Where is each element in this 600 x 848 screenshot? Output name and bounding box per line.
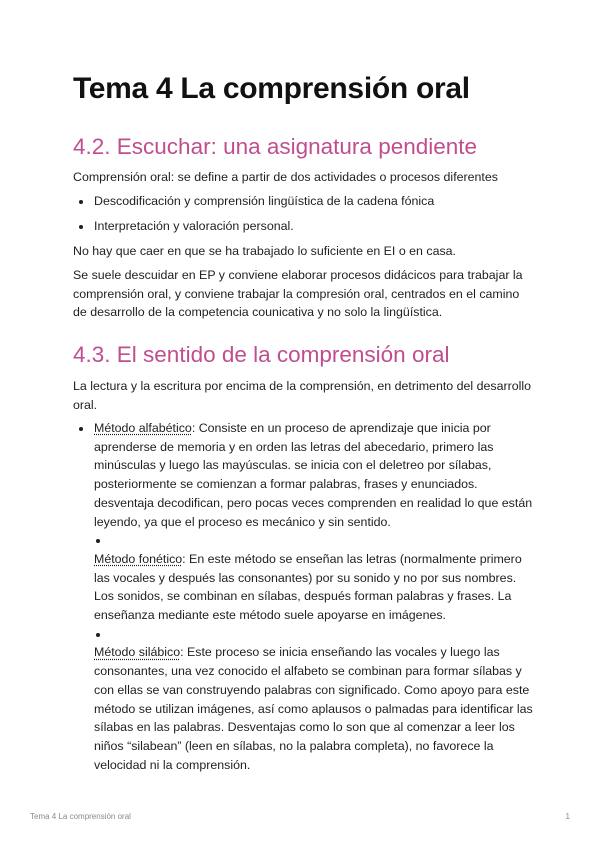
empty-bullet <box>94 531 533 550</box>
section-heading-4-2: 4.2. Escuchar: una asignatura pendiente <box>73 134 478 159</box>
page-footer <box>30 812 570 821</box>
section1-paragraph: No hay que caer en que se ha trabajado lo suficiente en EI o en casa. <box>73 244 456 258</box>
list-item <box>73 419 533 774</box>
section1-bullet-list <box>73 192 533 235</box>
method-description: : En este método se enseñan las letras (normalmente primero las vocales y después las consonantes) por su sonido y no por sus nombres. Los sonidos, se combinan en sílabas, después forman palabras y frases. La enseñanza mediante este método suele apoyarse en imágenes. <box>94 551 522 623</box>
method-name-alfabetico: Método alfabético <box>94 421 192 435</box>
list-item: Descodificación y comprensión lingüística de la cadena fónica <box>73 192 533 211</box>
section1-intro: Comprensión oral: se define a partir de dos actividades o procesos diferentes <box>73 170 498 184</box>
method-description: : Este proceso se inicia enseñando las vocales y luego las consonantes, una vez conocido el alfabeto se combinan para formar sílabas y con ellas se van construyendo palabras con significado. Como apoyo para este método se utilizan imágenes, así como aplausos o palmadas para identificar las sílabas en las palabras. Desventajas como lo son que al comenzar a leer los niños “silabean” (leen en sílabas, no la palabra completa), no favorece la velocidad ni la comprensión. <box>94 645 533 772</box>
method-name-fonetico: Método fonético <box>94 551 183 566</box>
section1-paragraph: Se suele descuidar en EP y conviene elaborar procesos didácicos para trabajar la comprensión oral, y conviene trabajar la compresión oral, centrados en el camino de desarrollo de la competencia counicativa y no solo la lingüística. <box>73 268 523 320</box>
page-number: 1 <box>565 812 570 821</box>
method-description: : Consiste en un proceso de aprendizaje que inicia por aprenderse de memoria y en orden las letras del abecedario, primero las minúsculas y luego las mayúsculas. se inicia con el deletreo por sílabas, posteriormente se comienzan a formar palabras, frases y enunciados. desventaja decodifican, pero pocas veces comprenden en realidad lo que están leyendo, ya que el proceso es mecánico y sin sentido. <box>94 421 533 529</box>
footer-title: Tema 4 La comprensión oral <box>30 812 131 821</box>
methods-list <box>73 419 533 774</box>
method-name-silabico: Método silábico <box>94 645 181 660</box>
section-heading-4-3: 4.3. El sentido de la comprensión oral <box>73 342 450 367</box>
section2-intro: La lectura y la escritura por encima de la comprensión, en detrimento del desarrollo oral. <box>73 379 531 412</box>
empty-bullet <box>94 625 533 644</box>
list-item: Interpretación y valoración personal. <box>73 217 533 236</box>
page-title: Tema 4 La comprensión oral <box>73 72 470 105</box>
